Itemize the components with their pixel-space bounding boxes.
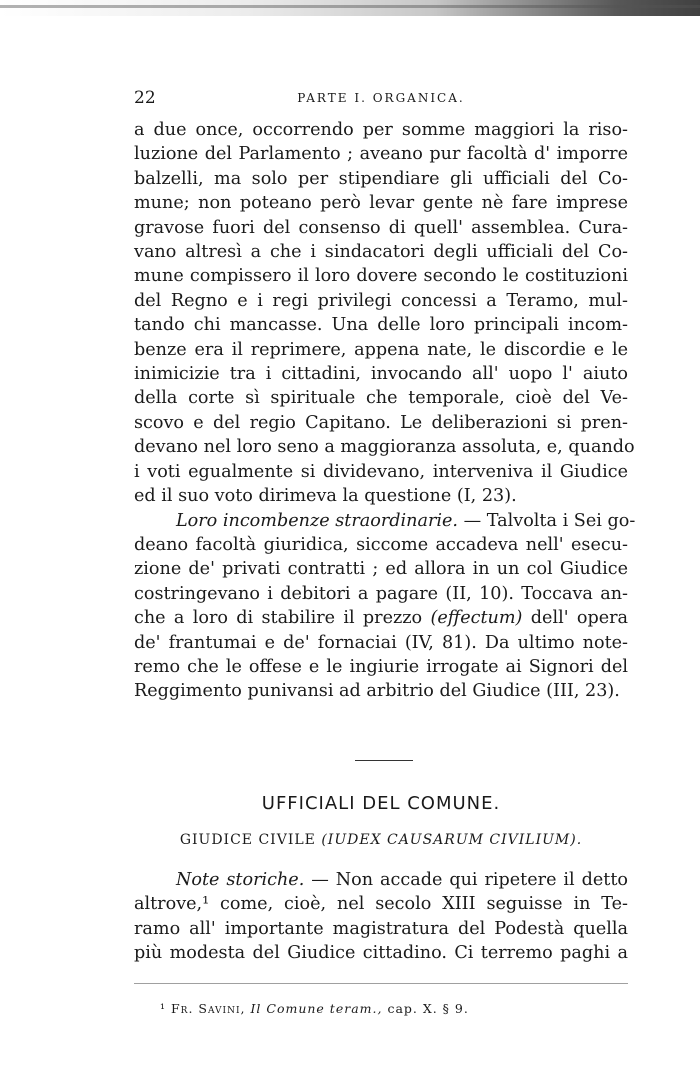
text-line: benze era il reprimere, appena nate, le discordie e le (134, 339, 628, 360)
footnote-rest: cap. X. § 9. (387, 1001, 469, 1016)
text-line: balzelli, ma solo per stipendiare gli ufficiali del Co- (134, 168, 628, 189)
text-line: del Regno e i regi privilegi concessi a Teramo, mul- (134, 290, 628, 311)
page-body (134, 118, 636, 704)
page-number: 22 (134, 88, 156, 108)
latin-term: (effectum) (430, 608, 523, 629)
running-title: PARTE I. ORGANICA. (297, 91, 465, 105)
notes-heading: Note storiche. (176, 870, 305, 890)
text-line: ed il suo voto dirimeva la questione (I, 23). (134, 486, 517, 507)
text-line: più modesta del Giudice cittadino. Ci terremo paghi a (134, 943, 628, 964)
subtitle-italic: (IUDEX CAUSARUM CIVILIUM). (321, 832, 583, 848)
text-line: Reggimento punivansi ad arbitrio del Giudice (III, 23). (134, 681, 620, 702)
paragraph-notes (134, 868, 628, 966)
text-line: deano facoltà giuridica, siccome accadeva nell' esecu- (134, 534, 628, 555)
text-line: mune; non poteano però levar gente nè fare imprese (134, 193, 628, 214)
text-line: a due once, occorrendo per somme maggiori la riso- (134, 120, 628, 140)
footnote-marker: ¹ (160, 1001, 167, 1016)
footnote-title: Il Comune teram., (250, 1001, 383, 1016)
paragraph-1 (134, 118, 635, 509)
text-line: altrove,¹ come, cioè, nel secolo XIII seguisse in Te- (134, 894, 628, 915)
section-subtitle (134, 832, 628, 848)
text-line: remo che le offese e le ingiurie irrogate ai Signori del (134, 656, 628, 677)
text-line: che a loro di stabilire il prezzo (effectum) dell' opera (134, 608, 629, 629)
text-line: vano altresì a che i sindacatori degli ufficiali del Co- (134, 242, 628, 263)
text-line: inimicizie tra i cittadini, invocando all' uopo l' aiuto (134, 364, 628, 385)
text-line: gravose fuori del consenso di quell' assemblea. Cura- (134, 217, 628, 238)
text-line: della corte sì spirituale che temporale, cioè del Ve- (134, 388, 628, 409)
page-header (134, 88, 628, 110)
text-line: Note storiche. — Non accade qui ripetere il detto (176, 870, 628, 890)
text-line: mune compissero il loro dovere secondo le costituzioni (134, 266, 628, 287)
text-line: costringevano i debitori a pagare (II, 10). Toccava an- (134, 583, 628, 604)
text-line: ramo all' importante magistratura del Podestà quella (134, 918, 628, 939)
notes-section (134, 868, 628, 966)
text-line: devano nel loro seno a maggioranza assoluta, e, quando (134, 437, 635, 458)
scan-edge-shadow (0, 0, 700, 16)
text-line: tando chi mancasse. Una delle loro principali incom- (134, 315, 628, 336)
text-line: i voti egualmente si dividevano, interveniva il Giudice (134, 461, 628, 482)
text-line: scovo e del regio Capitano. Le deliberazioni si pren- (134, 412, 628, 433)
text-line: Loro incombenze straordinarie. — Talvolta i Sei go- (176, 510, 636, 531)
paragraph-heading: Loro incombenze straordinarie. (176, 510, 458, 531)
paragraph-2 (134, 509, 636, 704)
section-divider (355, 760, 413, 761)
section-title: UFFICIALI DEL COMUNE. (261, 793, 501, 814)
text-line: de' frantumai e de' fornaciai (IV, 81). Da ultimo note- (134, 632, 628, 653)
text-line: luzione del Parlamento ; aveano pur facoltà d' imporre (134, 144, 628, 165)
text-line: zione de' privati contratti ; ed allora in un col Giudice (134, 559, 628, 580)
footnote (160, 1001, 469, 1016)
footnote-rule (134, 983, 628, 984)
subtitle-plain: GIUDICE CIVILE (179, 832, 316, 848)
scan-edge-line (0, 5, 700, 8)
footnote-author: Fr. Savini, (171, 1001, 246, 1016)
